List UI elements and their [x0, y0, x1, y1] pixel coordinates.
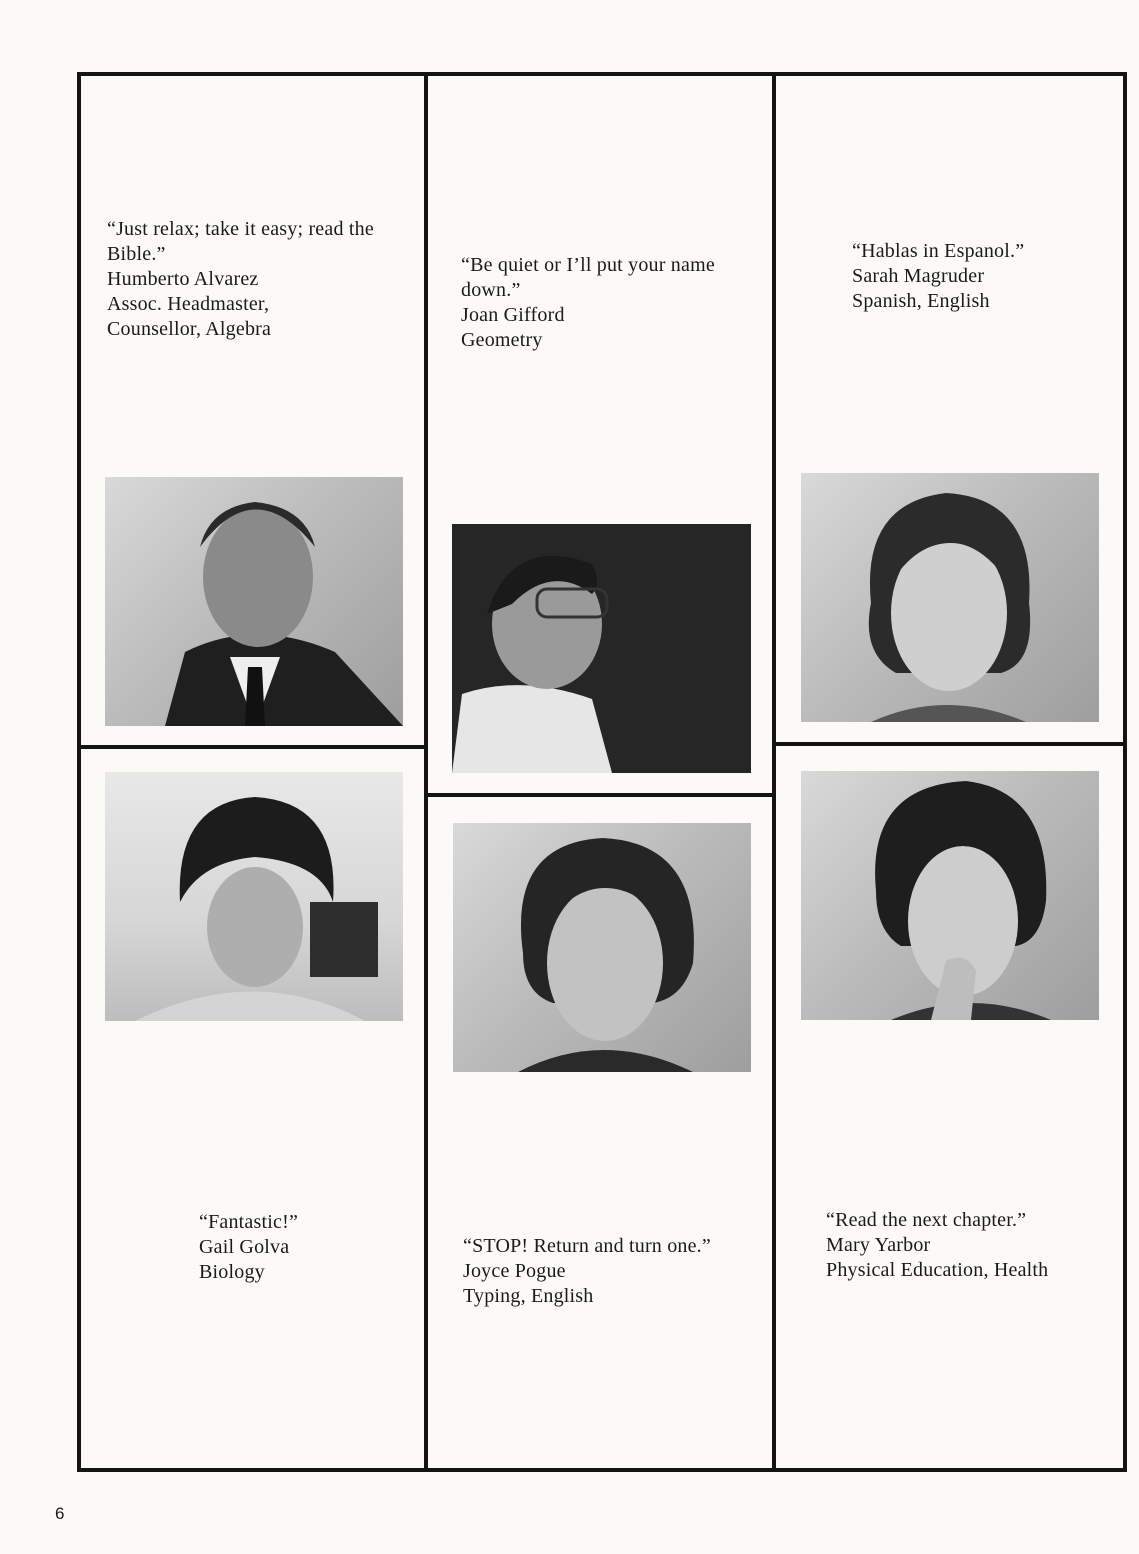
teacher-caption-golva — [199, 1210, 409, 1285]
teacher-caption-pogue — [463, 1234, 763, 1309]
teacher-photo-yarbor — [801, 771, 1099, 1020]
teacher-photo-alvarez — [105, 477, 403, 726]
teacher-quote: “Read the next chapter.” — [826, 1209, 1027, 1231]
teacher-photo-magruder — [801, 473, 1099, 722]
teacher-name: Mary Yarbor — [826, 1234, 931, 1256]
column-divider-left — [424, 72, 428, 1472]
row-divider-middle — [424, 793, 776, 797]
teacher-quote: “STOP! Return and turn one.” — [463, 1235, 711, 1257]
teacher-subject: Physical Education, Health — [826, 1259, 1049, 1281]
teacher-caption-gifford — [461, 253, 761, 353]
teacher-subject: Assoc. Headmaster, — [107, 293, 270, 315]
teacher-photo-golva — [105, 772, 403, 1021]
teacher-quote: “Fantastic!” — [199, 1211, 299, 1233]
teacher-name: Joyce Pogue — [463, 1260, 566, 1282]
row-divider-left — [77, 745, 428, 749]
row-divider-right — [772, 742, 1127, 746]
teacher-subject: Biology — [199, 1261, 265, 1283]
teacher-caption-yarbor — [826, 1208, 1116, 1283]
teacher-name: Joan Gifford — [461, 304, 565, 326]
teacher-caption-alvarez — [107, 217, 412, 342]
teacher-name: Sarah Magruder — [852, 265, 985, 287]
teacher-subject: Counsellor, Algebra — [107, 318, 272, 340]
teacher-subject: Geometry — [461, 329, 543, 351]
teacher-quote: “Hablas in Espanol.” — [852, 240, 1025, 262]
teacher-name: Gail Golva — [199, 1236, 290, 1258]
teacher-photo-pogue — [453, 823, 751, 1072]
column-divider-right — [772, 72, 776, 1472]
teacher-subject: Spanish, English — [852, 290, 990, 312]
teacher-name: Humberto Alvarez — [107, 268, 259, 290]
teacher-quote: “Be quiet or I’ll put your name down.” — [461, 254, 715, 301]
teacher-quote: “Just relax; take it easy; read the Bible.” — [107, 218, 374, 265]
page-number: 6 — [55, 1504, 65, 1523]
teacher-caption-magruder — [852, 239, 1112, 314]
teacher-subject: Typing, English — [463, 1285, 594, 1307]
teacher-photo-gifford — [452, 524, 751, 773]
